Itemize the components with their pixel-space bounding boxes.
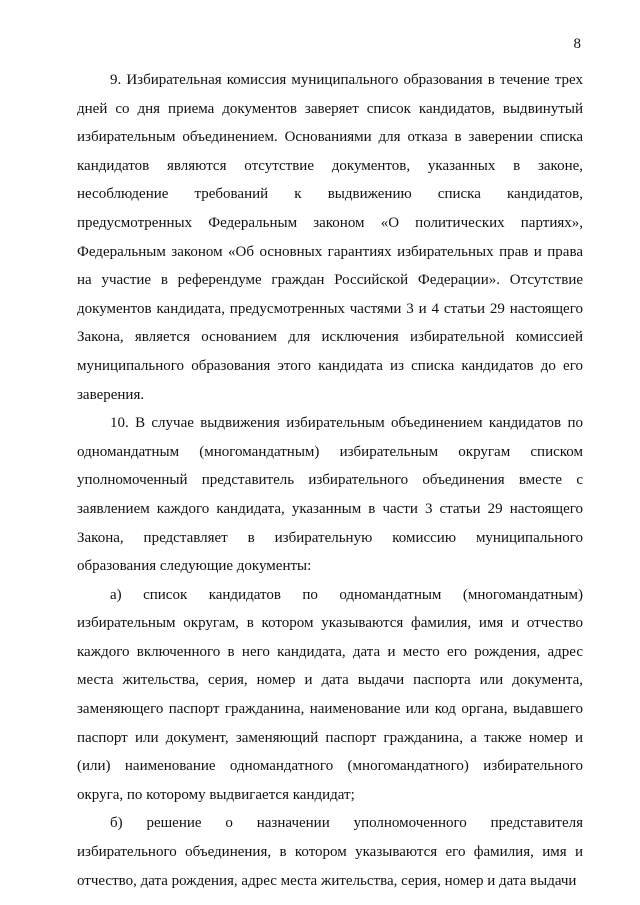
- paragraph-subitem-b: б) решение о назначении уполномоченного представителя избирательного объединения, в котором указываются его фамилия, имя и отчество, дата рождения, адрес места жительства, серия, номер и дата выдачи: [77, 815, 583, 889]
- paragraph-item-10: 10. В случае выдвижения избирательным объединением кандидатов по одномандатным (многомандатным) избирательным округам списком уполномоченный представитель избирательного объединения вместе с заявлением каждого кандидата, указанным в части 3 статьи 29 настоящего Закона, представляет в избирательную комиссию муниципального образования следующие документы:: [77, 415, 583, 575]
- document-body: [77, 66, 583, 895]
- paragraph-item-9: 9. Избирательная комиссия муниципального образования в течение трех дней со дня приема документов заверяет список кандидатов, выдвинутый избирательным объединением. Основаниями для отказа в заверении списка кандидатов являются отсутствие документов, указанных в законе, несоблюдение требований к выдвижению списка кандидатов, предусмотренных Федеральным законом «О политических партиях», Федеральным законом «Об основных гарантиях избирательных прав и права на участие в референдуме граждан Российской Федерации». Отсутствие документов кандидата, предусмотренных частями 3 и 4 статьи 29 настоящего Закона, является основанием для исключения избирательной комиссией муниципального образования этого кандидата из списка кандидатов до его заверения.: [77, 72, 583, 403]
- page-number: 8: [573, 36, 581, 52]
- paragraph-subitem-a: а) список кандидатов по одномандатным (многомандатным) избирательным округам, в котором указываются фамилия, имя и отчество каждого включенного в него кандидата, дата и место его рождения, адрес места жительства, серия, номер и дата выдачи паспорта или документа, заменяющего паспорт гражданина, наименование или код органа, выдавшего паспорт или документ, заменяющий паспорт гражданина, а также номер и (или) наименование одномандатного (многомандатного) избирательного округа, по которому выдвигается кандидат;: [77, 586, 583, 803]
